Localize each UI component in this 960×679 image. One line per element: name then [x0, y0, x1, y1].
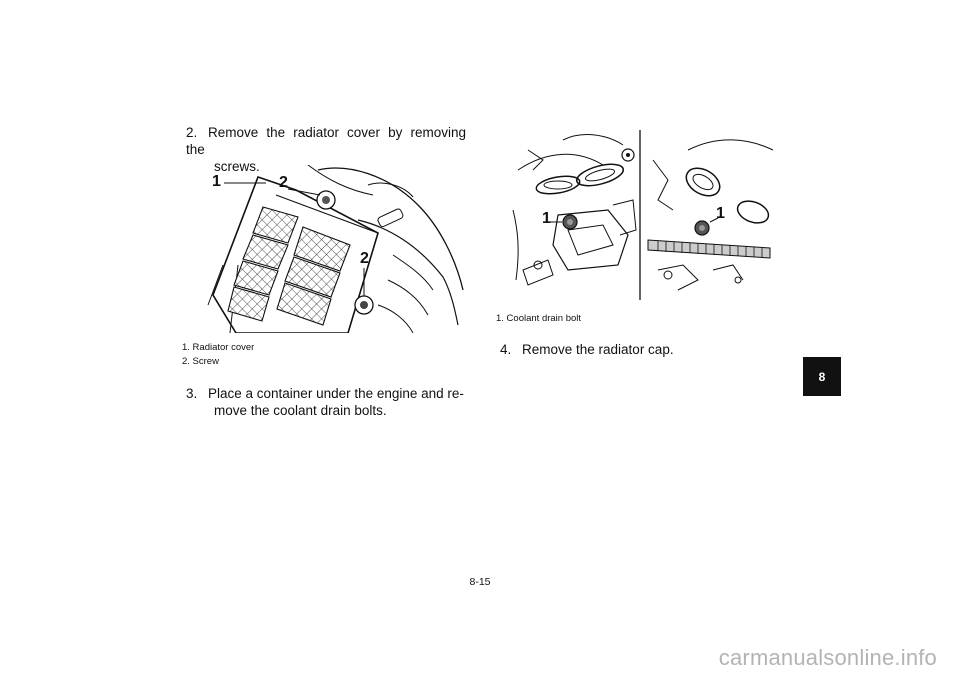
section-tab: 8: [803, 357, 841, 396]
figure-caption: [182, 341, 254, 369]
callout-2: 2: [360, 250, 369, 267]
step-number: 4.: [500, 342, 512, 357]
figure-caption: 1. Coolant drain bolt: [496, 313, 582, 324]
step-3: [186, 385, 466, 419]
step-text: Place a container under the engine and re-: [208, 386, 464, 401]
radiator-cover-illustration: [178, 165, 468, 333]
step-text-continued: screws.: [214, 159, 260, 174]
step-text: Remove the radiator cap.: [522, 342, 674, 357]
callout-1: 1: [716, 205, 725, 222]
page-number: 8-15: [469, 576, 491, 588]
step-number: 3.: [186, 386, 198, 401]
callout-1: 1: [212, 173, 221, 190]
step-text-continued: move the coolant drain bolts.: [214, 403, 387, 418]
step-number: 2.: [186, 125, 198, 140]
callout-2: 2: [279, 174, 288, 191]
watermark: carmanualsonline.info: [718, 645, 937, 670]
caption-item: 2. Screw: [182, 356, 219, 367]
radiator-cover-drawing: [178, 165, 468, 333]
callout-1: 1: [542, 210, 551, 227]
coolant-drain-bolt-illustration: [508, 130, 778, 300]
caption-item: 1. Radiator cover: [182, 342, 255, 353]
step-4: [500, 341, 674, 358]
step-text: Remove the radiator cover by removing the: [186, 125, 466, 157]
